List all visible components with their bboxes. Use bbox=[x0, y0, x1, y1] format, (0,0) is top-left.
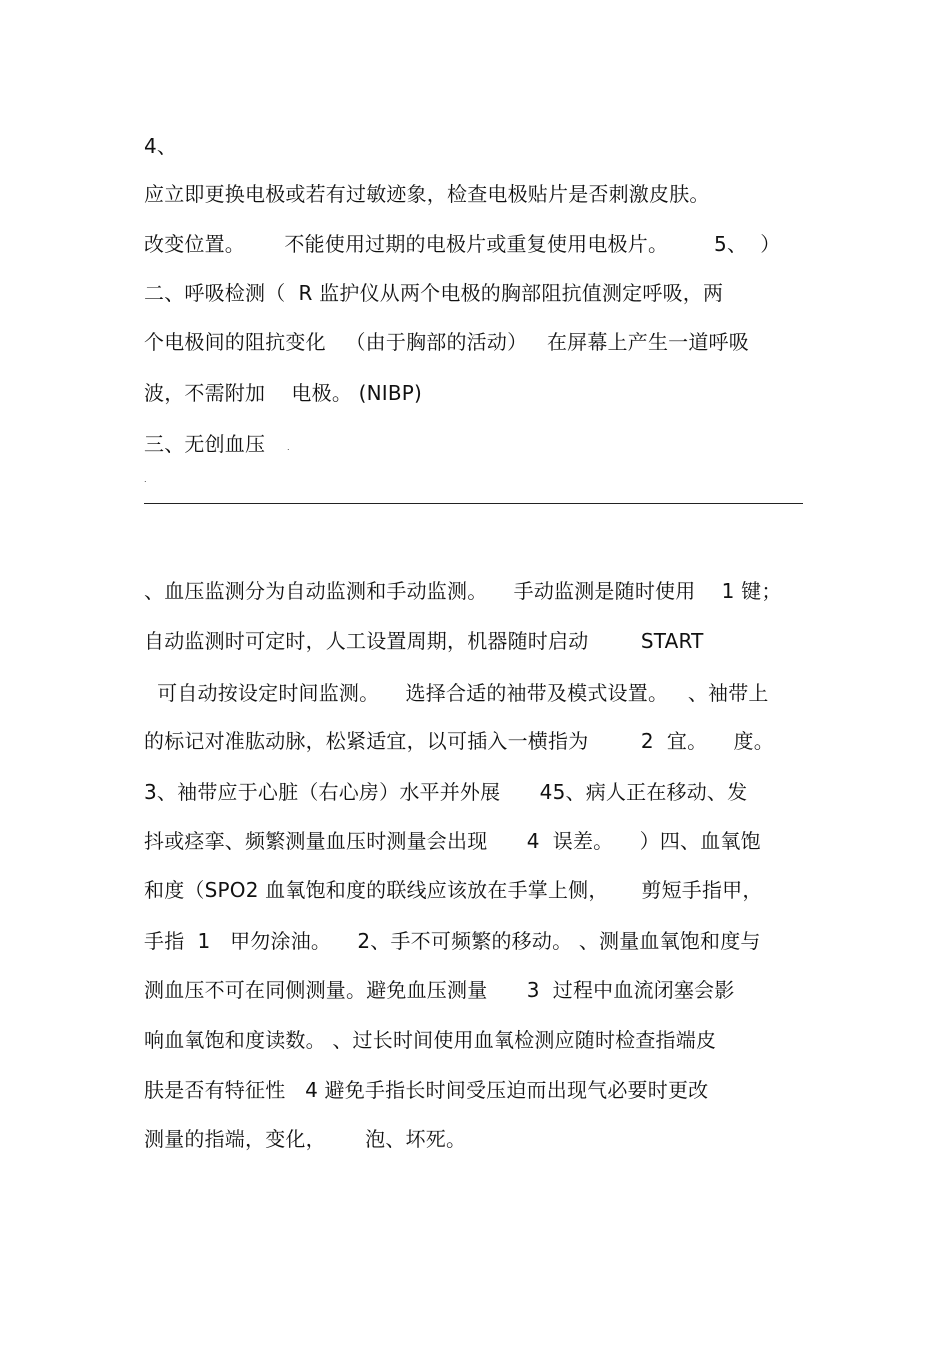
text-line: 应立即更换电极或若有过敏迹象，检查电极贴片是否刺激皮肤。 bbox=[144, 182, 710, 206]
text-line: 响血氧饱和度读数。 、过长时间使用血氧检测应随时检查指端皮 bbox=[144, 1028, 717, 1052]
text-line: 个电极间的阻抗变化 （由于胸部的活动） 在屏幕上产生一道呼吸 bbox=[144, 330, 749, 354]
text-line: 测量的指端，变化， 泡、坏死。 bbox=[144, 1127, 467, 1151]
section-heading-respiration: 二、呼吸检测（ R 监护仪从两个电极的胸部阻抗值测定呼吸，两 bbox=[144, 281, 724, 305]
text-line: 测血压不可在同侧测量。避免血压测量 3 过程中血流闭塞会影 bbox=[144, 978, 735, 1002]
text-line: 肤是否有特征性 4 避免手指长时间受压迫而出现气必要时更改 bbox=[144, 1078, 709, 1102]
stray-mark: . bbox=[287, 443, 290, 452]
text-line: 的标记对准肱动脉，松紧适宜，以可插入一横指为 2 宜。 度。 bbox=[144, 729, 774, 753]
text-line: 改变位置。 不能使用过期的电极片或重复使用电极片。 5、 ） bbox=[144, 232, 781, 256]
text-line: 和度（SPO2 血氧饱和度的联线应该放在手掌上侧， 剪短手指甲， bbox=[144, 878, 763, 902]
text-line: 可自动按设定时间监测。 选择合适的袖带及模式设置。 、袖带上 bbox=[144, 681, 769, 705]
text-line: 3、袖带应于心脏（右心房）水平并外展 45、病人正在移动、发 bbox=[144, 780, 748, 804]
text-line: 4、 bbox=[144, 134, 178, 158]
section-heading-nibp: 三、无创血压 bbox=[144, 432, 266, 456]
stray-mark: . bbox=[144, 475, 147, 484]
text-line: 抖或痉挛、频繁测量血压时测量会出现 4 误差。 ）四、血氧饱 bbox=[144, 829, 761, 853]
text-line: 自动监测时可定时，人工设置周期，机器随时启动 START bbox=[144, 629, 704, 653]
text-line: 手指 1 甲勿涂油。 2、手不可频繁的移动。 、测量血氧饱和度与 bbox=[144, 929, 761, 953]
text-line: 波，不需附加 电极。 (NIBP) bbox=[144, 381, 423, 405]
horizontal-divider bbox=[144, 503, 803, 504]
text-line: 、血压监测分为自动监测和手动监测。 手动监测是随时使用 1 键； bbox=[144, 579, 782, 603]
